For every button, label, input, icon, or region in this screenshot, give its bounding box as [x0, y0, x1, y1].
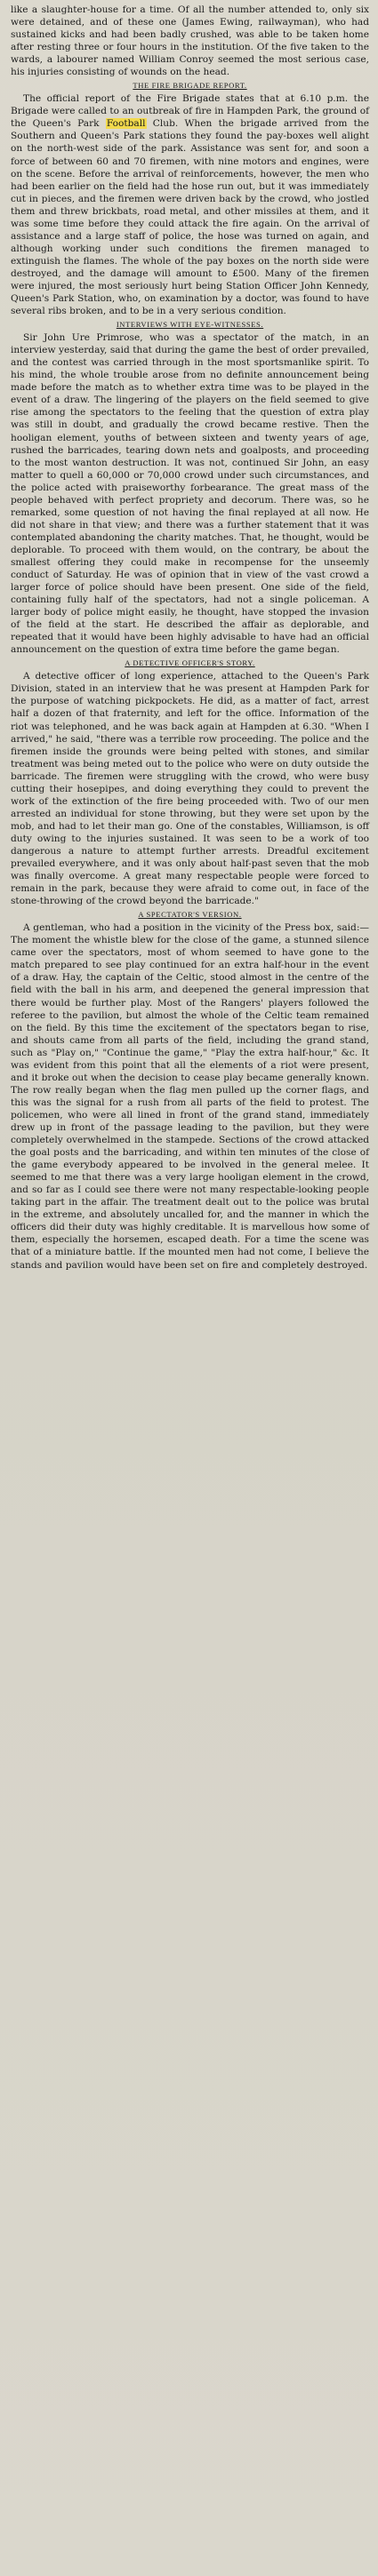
- heading-eye-witnesses: [11, 319, 369, 331]
- detective-paragraph: A detective officer of long experience, attached to the Queen's Park Division, stated in an interview that he was present at Hampden Park for the purpose of watching pickpockets. He did, as a matter of fact, arrest half a dozen of that fraternity, and left for the office. Information of the riot was telephoned, and he was back again at Hampden at 6.30. "When I arrived," he said, "there was a terrible row proceeding. The police and the firemen inside the grounds were being pelted with stones, and similar treatment was being meted out to the police who were on duty outside the barricade. The firemen were struggling with the crowd, who were busy cutting their hosepipes, and doing everything they could to prevent the work of the extinction of the fire being proceeded with. Two of our men arrested an individual for stone throwing, but they were set upon by the mob, and had to let their man go. One of the constables, Williamson, is off duty owing to the injuries sustained. It was seen to be a work of too dangerous a nature to attempt further arrests. Dreadful excitement prevailed everywhere, and it was only about half-past seven that the mob was finally overcome. A great many respectable people were forced to remain in the park, because they were afraid to come out, in face of the stone-throwing of the crowd beyond the barricade.": [11, 671, 369, 907]
- highlighted-term: Football: [106, 118, 146, 130]
- heading-eye-witnesses-text: INTERVIEWS WITH EYE-WITNESSES.: [116, 320, 264, 330]
- heading-fire-brigade-text: THE FIRE BRIGADE REPORT.: [133, 81, 247, 91]
- fire-text-start: The official report of the Fire Brigade states that at 6.10 p.m. the Brigade were called to an outbreak of fire in Hampden Park, the ground of the Queen's Park: [11, 93, 369, 130]
- heading-detective-text: A DETECTIVE OFFICER'S STORY.: [125, 658, 255, 668]
- heading-spectator-text: A SPECTATOR'S VERSION.: [138, 910, 242, 920]
- heading-detective: [11, 658, 369, 669]
- intro-paragraph: like a slaughter-house for a time. Of all the number attended to, only six were detained, and of these one (James Ewing, railwayman), who had sustained kicks and had been badly crushed, was able to be taken home after resting three or four hours in the institution. Of the five taken to the wards, a labourer named William Conroy seemed the most serious case, his injuries consisting of wounds on the head.: [11, 4, 369, 78]
- fire-brigade-paragraph: [11, 92, 369, 317]
- primrose-paragraph: Sir John Ure Primrose, who was a spectator of the match, in an interview yesterday, said that during the game the best of order prevailed, and the contest was carried through in the most sportsmanlike spirit. To his mind, the whole trouble arose from no definite announcement being made before the match as to whether extra time was to be played in the event of a draw. The lingering of the players on the field seemed to give rise among the spectators to the feeling that the question of extra play was still in doubt, and gradually the crowd became restive. Then the hooligan element, youths of between sixteen and twenty years of age, rushed the barricades, tearing down nets and goalposts, and proceeding to the most wanton destruction. It was not, continued Sir John, an easy matter to quell a 60,000 or 70,000 crowd under such circumstances, and the police acted with praiseworthy forbearance. The great mass of the people behaved with perfect propriety and decorum. There was, so he remarked, some question of not having the final replayed at all now. He did not share in that view; and there was a further statement that it was contemplated abandoning the charity matches. That, he thought, would be deplorable. To proceed with them would, on the contrary, be about the smallest offering they could make in recompense for the unseemly conduct of Saturday. He was of opinion that in view of the vast crowd a larger force of police should have been present. One side of the field, containing fully half of the spectators, had not a single policeman. A larger body of police might easily, he thought, have stopped the invasion of the field at the start. He described the affair as deplorable, and repeated that it would have been highly advisable to have had an official announcement on the question of extra time before the game began.: [11, 332, 369, 656]
- heading-spectator: [11, 909, 369, 921]
- spectator-paragraph: A gentleman, who had a position in the vicinity of the Press box, said:—The moment the whistle blew for the close of the game, a stunned silence came over the spectators, most of whom seemed to have gone to the match prepared to see play continued for an extra half-hour in the event of a draw. Hay, the captain of the Celtic, stood almost in the centre of the field with the ball in his arm, and deepened the general impression that there would be further play. Most of the Rangers' players followed the referee to the pavilion, but almost the whole of the Celtic team remained on the field. By this time the excitement of the spectators began to rise, and shouts came from all parts of the field, including the grand stand, such as "Play on," "Continue the game," "Play the extra half-hour," &c. It was evident from this point that all the elements of a riot were present, and it broke out when the decision to cease play became generally known. The row really began when the flag men pulled up the corner flags, and this was the signal for a rush from all parts of the field to protest. The policemen, who were all lined in front of the grand stand, immediately drew up in front of the passage leading to the pavilion, but they were completely overwhelmed in the stampede. Sections of the crowd attacked the goal posts and the barricading, and within ten minutes of the close of the game everybody appeared to be involved in the general melee. It seemed to me that there was a very large hooligan element in the crowd, and so far as I could see there were not many respectable-looking people taking part in the affair. The treatment dealt out to the police was brutal in the extreme, and absolutely uncalled for, and the manner in which the officers did their duty was highly creditable. It is marvellous how some of them, especially the horsemen, escaped death. For a time the scene was that of a miniature battle. If the mounted men had not come, I believe the stands and pavilion would have been set on fire and completely destroyed.: [11, 922, 369, 1271]
- heading-fire-brigade: [11, 80, 369, 92]
- fire-text-end: Club. When the brigade arrived from the Southern and Queen's Park stations they found the pay-boxes well alight on the north-west side of the park. Assistance was sent for, and soon a force of between 60 and 70 firemen, with nine motors and engines, were on the scene. Before the arrival of reinforcements, however, the men who had been earlier on the field had the hose run out, but it was immediately cut in pieces, and the firemen were driven back by the crowd, who jostled them and threw brickbats, road metal, and other missiles at them, and it was some time before they could attack the fire again. On the arrival of assistance and a large staff of police, the hose was turned on again, and although working under such conditions the firemen managed to extinguish the flames. The whole of the pay boxes on the north side were destroyed, and the damage will amount to £500. Many of the firemen were injured, the most seriously hurt being Station Officer John Kennedy, Queen's Park Station, who, on examination by a doctor, was found to have several ribs broken, and to be in a very serious condition.: [11, 118, 369, 317]
